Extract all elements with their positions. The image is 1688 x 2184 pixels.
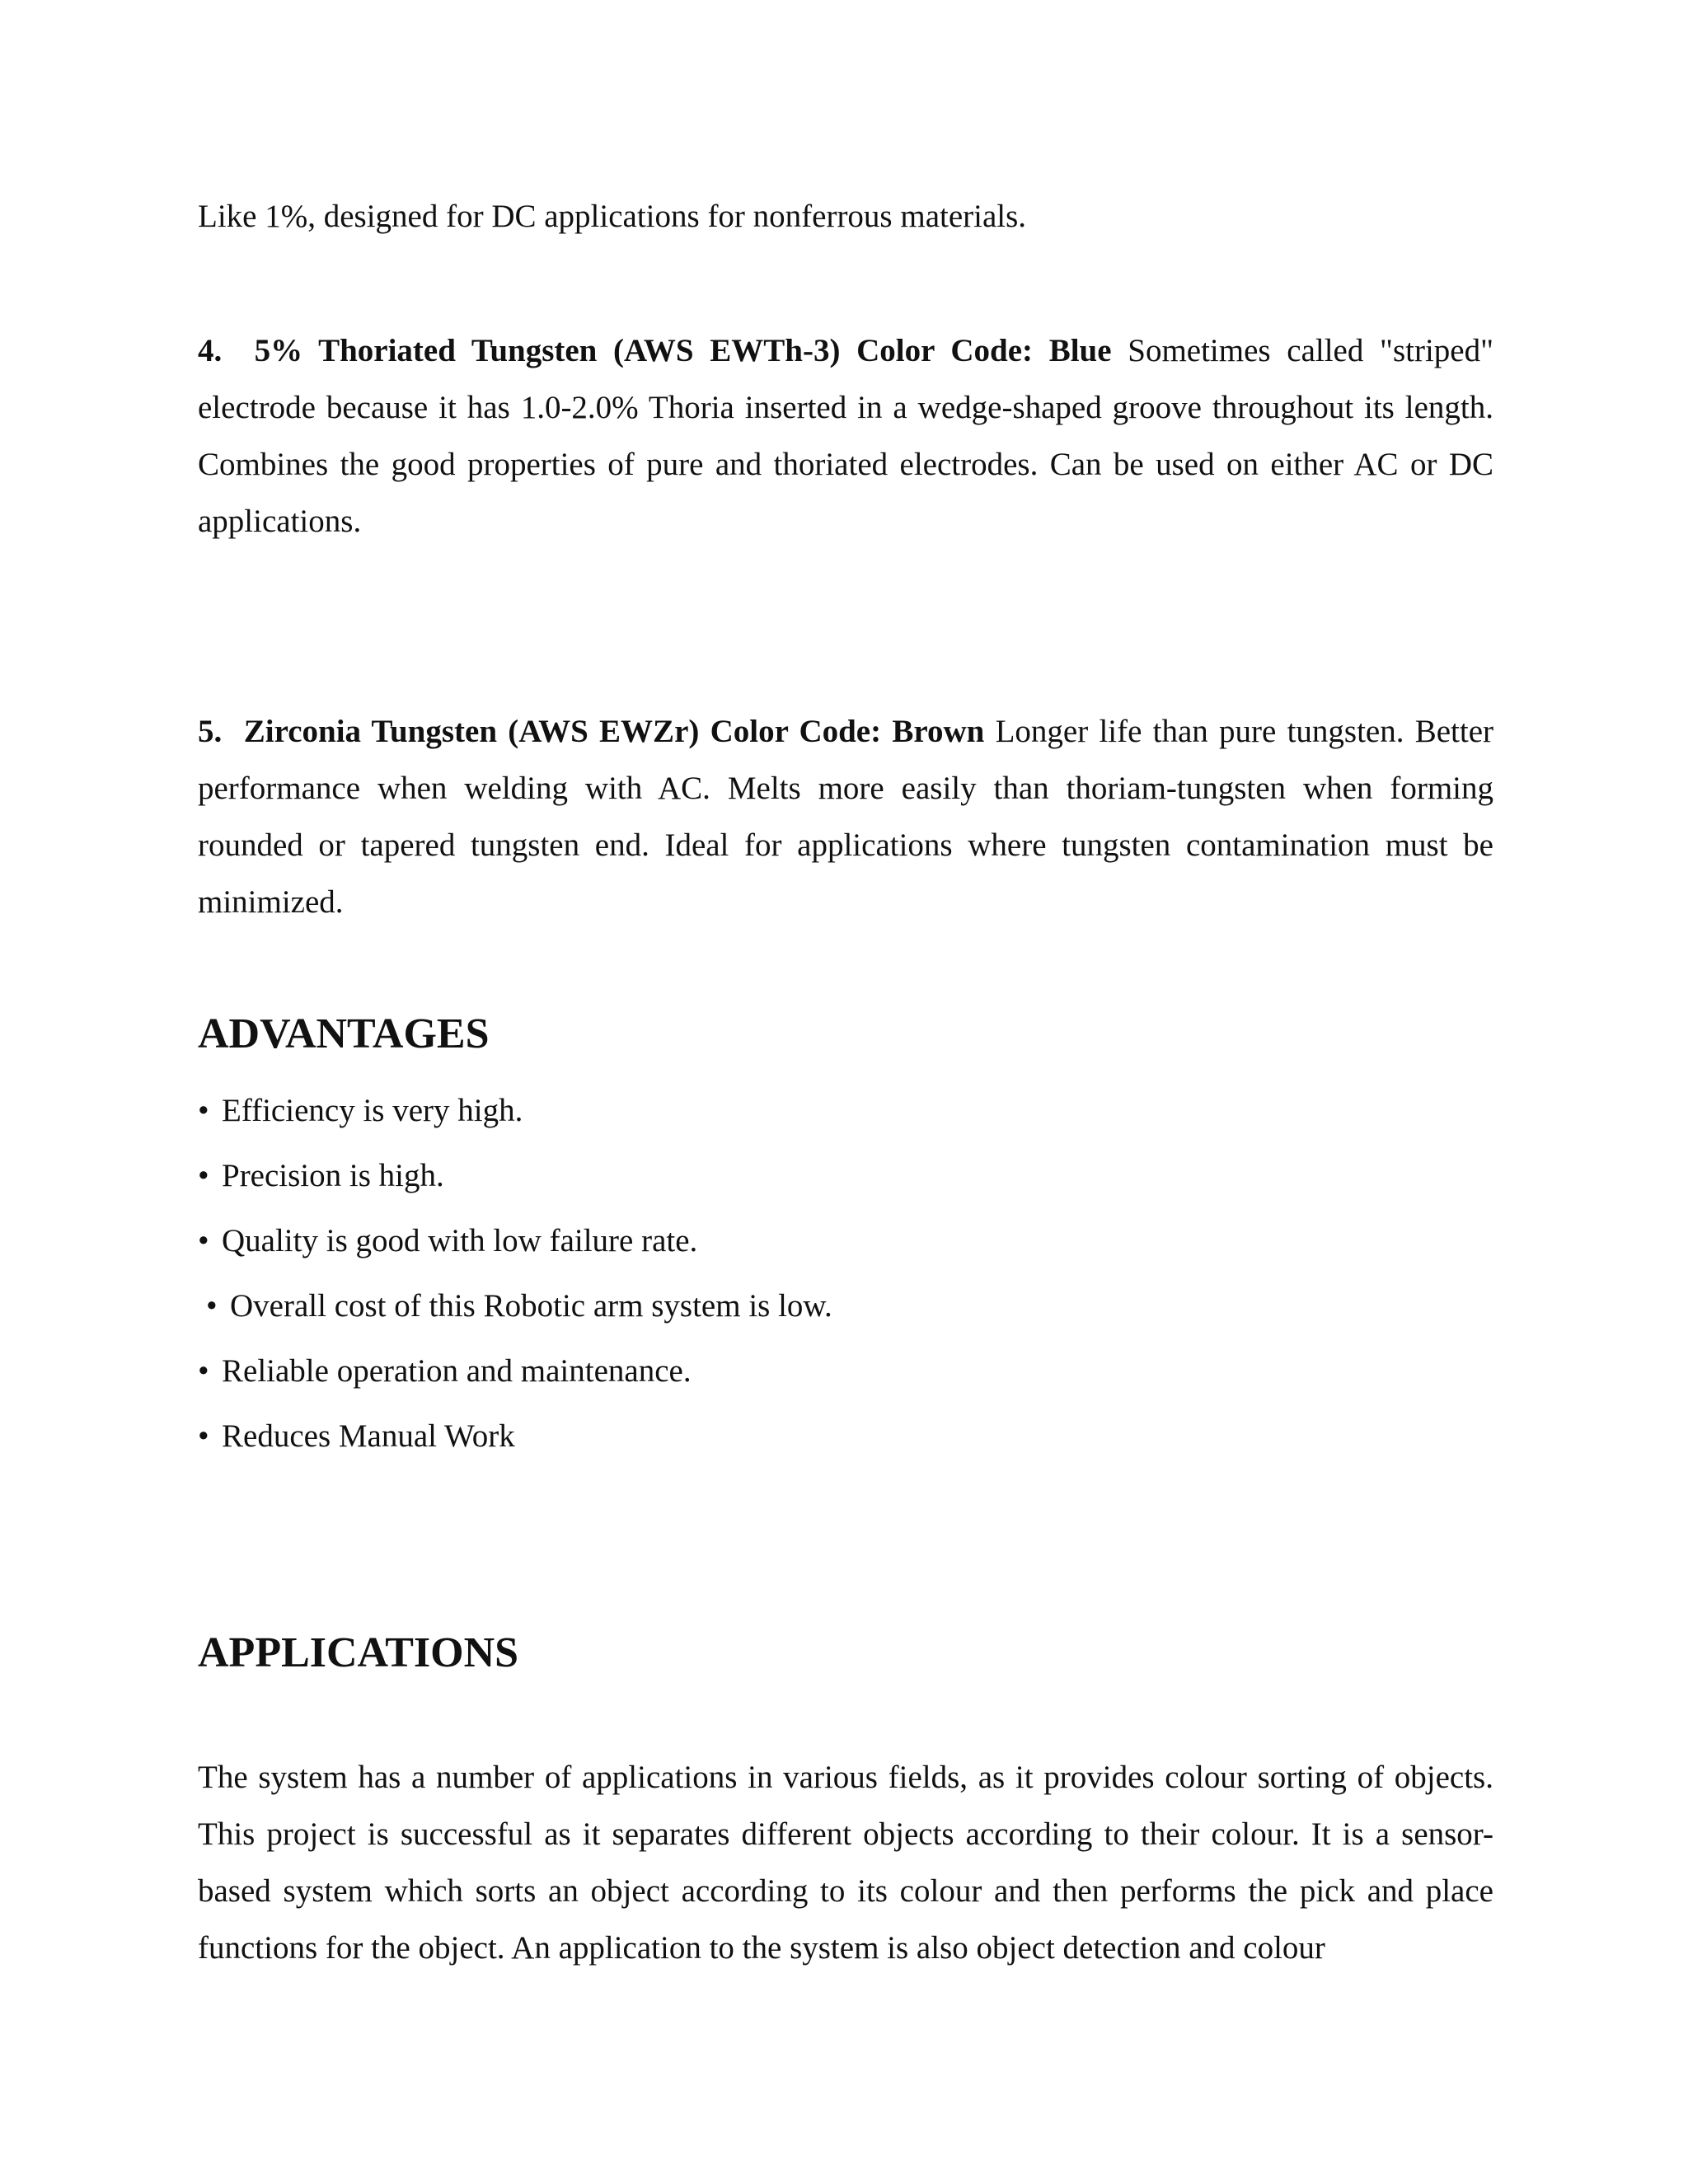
bullet-icon: • xyxy=(198,1418,209,1454)
list-item xyxy=(198,1273,1493,1338)
item-4-number: 4. xyxy=(198,333,223,368)
list-item xyxy=(198,1078,1493,1143)
list-item xyxy=(198,1208,1493,1273)
advantages-list xyxy=(198,1078,1493,1469)
bullet-icon: • xyxy=(198,1158,209,1193)
item-4-title: 5% Thoriated Tungsten (AWS EWTh-3) Color Code: Blue xyxy=(254,333,1112,368)
applications-heading: APPLICATIONS xyxy=(198,1629,519,1676)
bullet-icon: • xyxy=(198,1093,209,1128)
item-4-body: Sometimes called "striped" electrode because it has 1.0-2.0% Thoria inserted in a wedge-shaped groove throughout its length. Combines the good properties of pure and thoriated electrodes. Can be used on either AC or DC applications. xyxy=(198,333,1494,539)
item-4-paragraph xyxy=(198,322,1493,550)
list-item-text: Quality is good with low failure rate. xyxy=(222,1223,698,1258)
list-item xyxy=(198,1143,1493,1208)
list-item xyxy=(198,1338,1493,1404)
item-5-title: Zirconia Tungsten (AWS EWZr) Color Code: Brown xyxy=(243,714,985,749)
bullet-icon: • xyxy=(198,1223,209,1258)
list-item-text: Efficiency is very high. xyxy=(222,1093,523,1128)
applications-body: The system has a number of applications in various fields, as it provides colour sorting of objects. This project is successful as it separates different objects according to their colour. It is a sensor-based system which sorts an object according to its colour and then performs the pick and place functions for the object. An application to the system is also object detection and colour xyxy=(198,1760,1493,1966)
item-5-body: Longer life than pure tungsten. Better performance when welding with AC. Melts more easily than thoriam-tungsten when forming rounded or tapered tungsten end. Ideal for applications where tungsten contamination must be minimized. xyxy=(198,714,1494,920)
bullet-icon: • xyxy=(198,1353,209,1389)
bullet-icon: • xyxy=(206,1288,218,1324)
item-5-number: 5. xyxy=(198,714,223,749)
list-item-text: Reduces Manual Work xyxy=(222,1418,515,1454)
intro-paragraph xyxy=(198,188,1493,245)
advantages-heading: ADVANTAGES xyxy=(198,1010,490,1057)
item-5-paragraph xyxy=(198,703,1493,930)
list-item-text: Reliable operation and maintenance. xyxy=(222,1353,692,1389)
list-item-text: Overall cost of this Robotic arm system is low. xyxy=(230,1288,832,1324)
list-item xyxy=(198,1404,1493,1469)
intro-text: Like 1%, designed for DC applications for nonferrous materials. xyxy=(198,199,1027,234)
list-item-text: Precision is high. xyxy=(222,1158,444,1193)
applications-paragraph xyxy=(198,1749,1493,1976)
